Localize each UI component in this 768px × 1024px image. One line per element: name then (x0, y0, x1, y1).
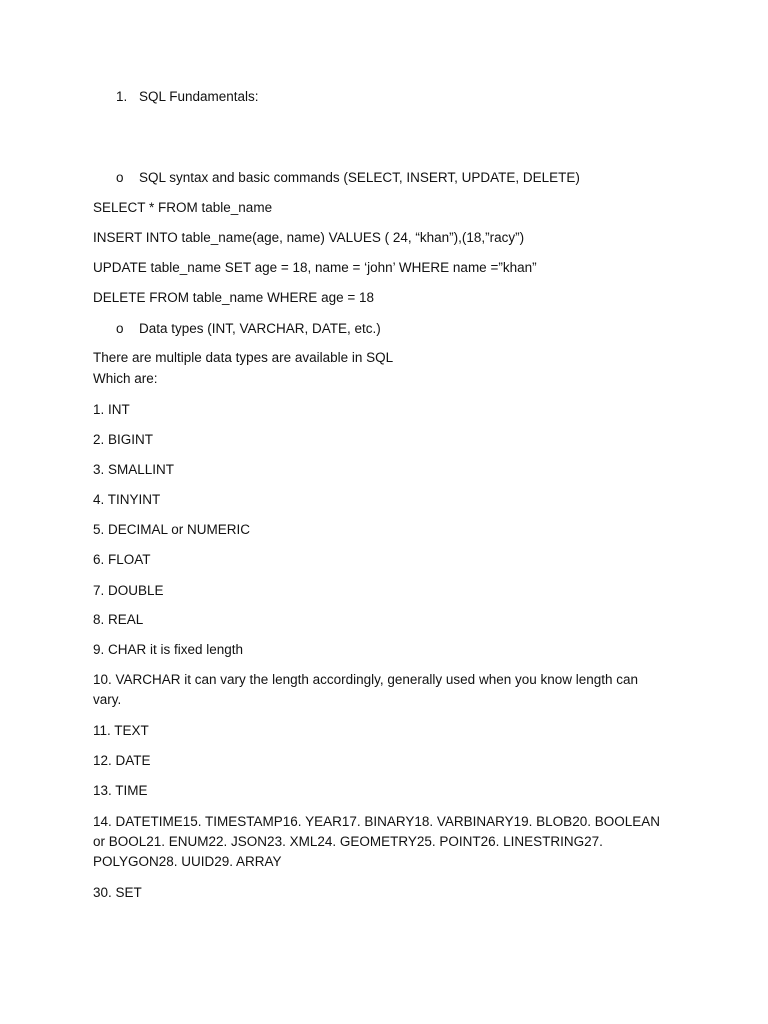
topic-syntax: SQL syntax and basic commands (SELECT, INSERT, UPDATE, DELETE) (139, 170, 580, 185)
intro-line: There are multiple data types are available in SQL (93, 350, 394, 365)
list-item: 13. TIME (93, 783, 148, 798)
intro-line: Which are: (93, 371, 158, 386)
list-item: 2. BIGINT (93, 432, 154, 447)
command-select: SELECT * FROM table_name (93, 200, 273, 215)
list-item: 9. CHAR it is fixed length (93, 642, 244, 657)
list-item: 14. DATETIME15. TIMESTAMP16. YEAR17. BINARY18. VARBINARY19. BLOB20. BOOLEAN or BOOL21. ENUM22. JSON23. XML24. GEOMETRY25. POINT26. LINESTRING27. POLYGON28. UUID29. ARRAY (93, 814, 660, 869)
list-item: 5. DECIMAL or NUMERIC (93, 522, 251, 537)
command-delete: DELETE FROM table_name WHERE age = 18 (93, 290, 374, 305)
list-item: 30. SET (93, 885, 142, 900)
list-item: 6. FLOAT (93, 552, 151, 567)
list-item: 10. VARCHAR it can vary the length accordingly, generally used when you know length can vary. (93, 672, 639, 707)
list-item: 11. TEXT (93, 723, 149, 738)
list-item: 8. REAL (93, 612, 144, 627)
bullet-marker: o (116, 170, 124, 185)
heading-number: 1. (116, 89, 128, 104)
heading-text: SQL Fundamentals: (139, 89, 259, 104)
list-item: 7. DOUBLE (93, 583, 164, 598)
bullet-marker: o (116, 321, 124, 336)
command-insert: INSERT INTO table_name(age, name) VALUES ( 24, “khan”),(18,”racy”) (93, 230, 525, 245)
topic-datatypes: Data types (INT, VARCHAR, DATE, etc.) (139, 321, 381, 336)
list-item: 3. SMALLINT (93, 462, 175, 477)
command-update: UPDATE table_name SET age = 18, name = ‘john’ WHERE name =”khan” (93, 260, 537, 275)
list-item: 4. TINYINT (93, 492, 161, 507)
list-item: 1. INT (93, 402, 130, 417)
list-item: 12. DATE (93, 753, 151, 768)
